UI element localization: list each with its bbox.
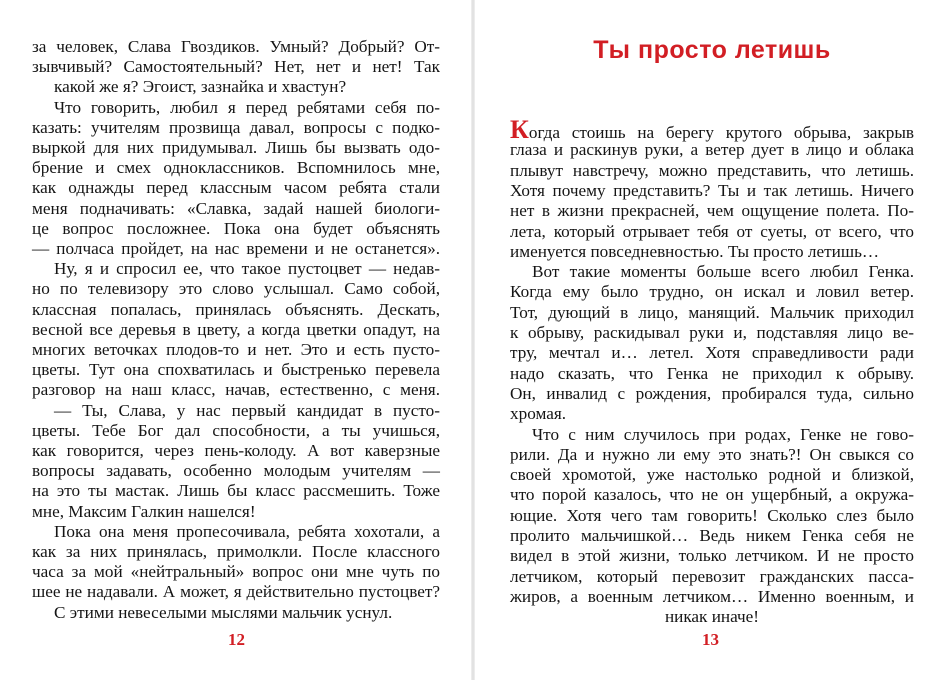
text-line: мне, Максим Галкин нашелся! — [32, 501, 256, 521]
drop-cap: К — [510, 115, 529, 144]
text-line: вопросы задавать, особенно молодым учителям — — [32, 461, 440, 481]
text-line: видел в этой жизни, только летчиком. И не просто — [510, 546, 914, 566]
text-line: Ну, я и спросил ее, что такое пустоцвет — недав- — [54, 259, 440, 279]
text-line: ющие. Хотя чего там говорить! Сколько слез было — [510, 505, 914, 525]
text-line: зывчивый? Самостоятельный? Нет, нет и нет! Так — [32, 57, 440, 77]
first-line-rest: огда стоишь на берегу крутого обрыва, закрыв — [528, 123, 914, 142]
text-line: часа за мой «нейтральный» вопрос они мне чуть по — [32, 562, 440, 582]
text-line: весной все деревья в цвету, а когда цветки опадут, на — [32, 319, 440, 339]
text-line: лета, который отрывает тебя от суеты, от всего, что — [510, 221, 914, 241]
text-line: Что с ним случилось при родах, Генке не гово- — [532, 424, 914, 444]
text-line: нет в жизни прекрасней, чем ощущение полета. По- — [510, 201, 914, 221]
text-line: на это ты мастак. Лишь бы класс рассмешить. Тоже — [32, 481, 440, 501]
text-line: разговор на наш класс, начав, естественно, с меня. — [32, 380, 440, 400]
text-line: Что говорить, любил я перед ребятами себя по- — [54, 97, 440, 117]
text-line: Когда ему было трудно, он искал и ловил ветер. — [510, 282, 914, 302]
text-line: тру, мечтал и… летел. Хотя справедливости ради — [510, 343, 914, 363]
text-line: — Ты, Слава, у нас первый кандидат в пусто- — [54, 400, 440, 420]
text-line: це вопрос посложнее. Пока она будет объяснять — [32, 218, 440, 238]
text-line: Он, инвалид с рождения, пробирался туда, сильно — [510, 383, 914, 403]
text-line: как однажды перед классным часом ребята стали — [32, 178, 440, 198]
text-line: за человек, Слава Гвоздиков. Умный? Добрый? От- — [32, 37, 440, 56]
text-line: плывут навстречу, можно представить, что летишь. — [510, 160, 914, 180]
text-line: никак иначе! — [664, 607, 760, 627]
text-line: Тот, дующий в лицо, манящий. Мальчик приходил — [510, 302, 914, 322]
text-line: Хотя почему представить? Ты и так летишь. Ничего — [510, 180, 914, 200]
text-line: казать: учителям прозвища давал, вопросы с подко- — [32, 117, 440, 137]
text-line: летчиком, который перевозит гражданских пасса- — [510, 566, 914, 586]
page-number-left: 12 — [228, 630, 245, 649]
text-line: именуется повседневностью. Ты просто летишь… — [510, 241, 880, 261]
text-line: как говорится, через пень-колоду. А вот каверзные — [32, 441, 440, 460]
text-line: — полчаса пройдет, на нас времени и не останется». — [32, 239, 440, 258]
text-line: жиров, а военным летчиком… Именно военным, и — [510, 586, 914, 606]
text-line: выркой для них придумывал. Лишь бы вызвать одо- — [32, 138, 440, 157]
text-line: как за них принялась, примолкли. После классного — [32, 542, 440, 561]
chapter-title: Ты просто летишь — [593, 36, 831, 64]
text-line: классная попалась, принялась объяснять. Дескать, — [32, 299, 440, 319]
text-line: брение и смех одноклассников. Вспомнилось мне, — [32, 158, 440, 178]
text-line: Пока она меня пропесочивала, ребята хохотали, а — [54, 521, 440, 541]
text-line-first — [510, 115, 914, 144]
text-line: шее не надавали. А может, я действительно пустоцвет? — [32, 582, 440, 602]
text-line: что порой казалось, что не он ущербный, а окружа- — [510, 485, 914, 505]
text-line: цветы. Тут она спохватилась и быстренько перевела — [32, 360, 440, 380]
text-line: пролито мальчишкой… Ведь никем Генка себя не — [510, 526, 914, 545]
text-line: Вот такие моменты больше всего любил Генка. — [532, 262, 914, 282]
text-line: С этими невеселыми мыслями мальчик уснул. — [54, 602, 393, 622]
text-line: к обрыву, раскидывал руки и, подставляя лицо ве- — [510, 323, 914, 342]
text-line: своей хромотой, уже настолько родной и близкой, — [510, 465, 914, 485]
text-line: цветы. Тебе Бог дал способности, а ты учишься, — [32, 420, 440, 440]
text-line: меня подначивать: «Славка, задай нашей биологи- — [32, 198, 440, 218]
text-line: глаза и раскинув руки, а ветер дует в лицо и облака — [510, 140, 914, 160]
text-line: рили. Да и нужно ли ему это знать?! Он свыкся со — [510, 444, 914, 464]
text-line: хромая. — [510, 404, 567, 424]
text-line: какой же я? Эгоист, зазнайка и хвастун? — [54, 77, 347, 97]
text-line: надо сказать, что Генка не приходил к обрыву. — [510, 363, 914, 383]
page-number-right: 13 — [702, 630, 719, 649]
text-line: но по телевизору это слово услышал. Само собой, — [32, 279, 440, 299]
text-line: многих веточках плодов-то и нет. Это и есть пусто- — [32, 340, 440, 359]
